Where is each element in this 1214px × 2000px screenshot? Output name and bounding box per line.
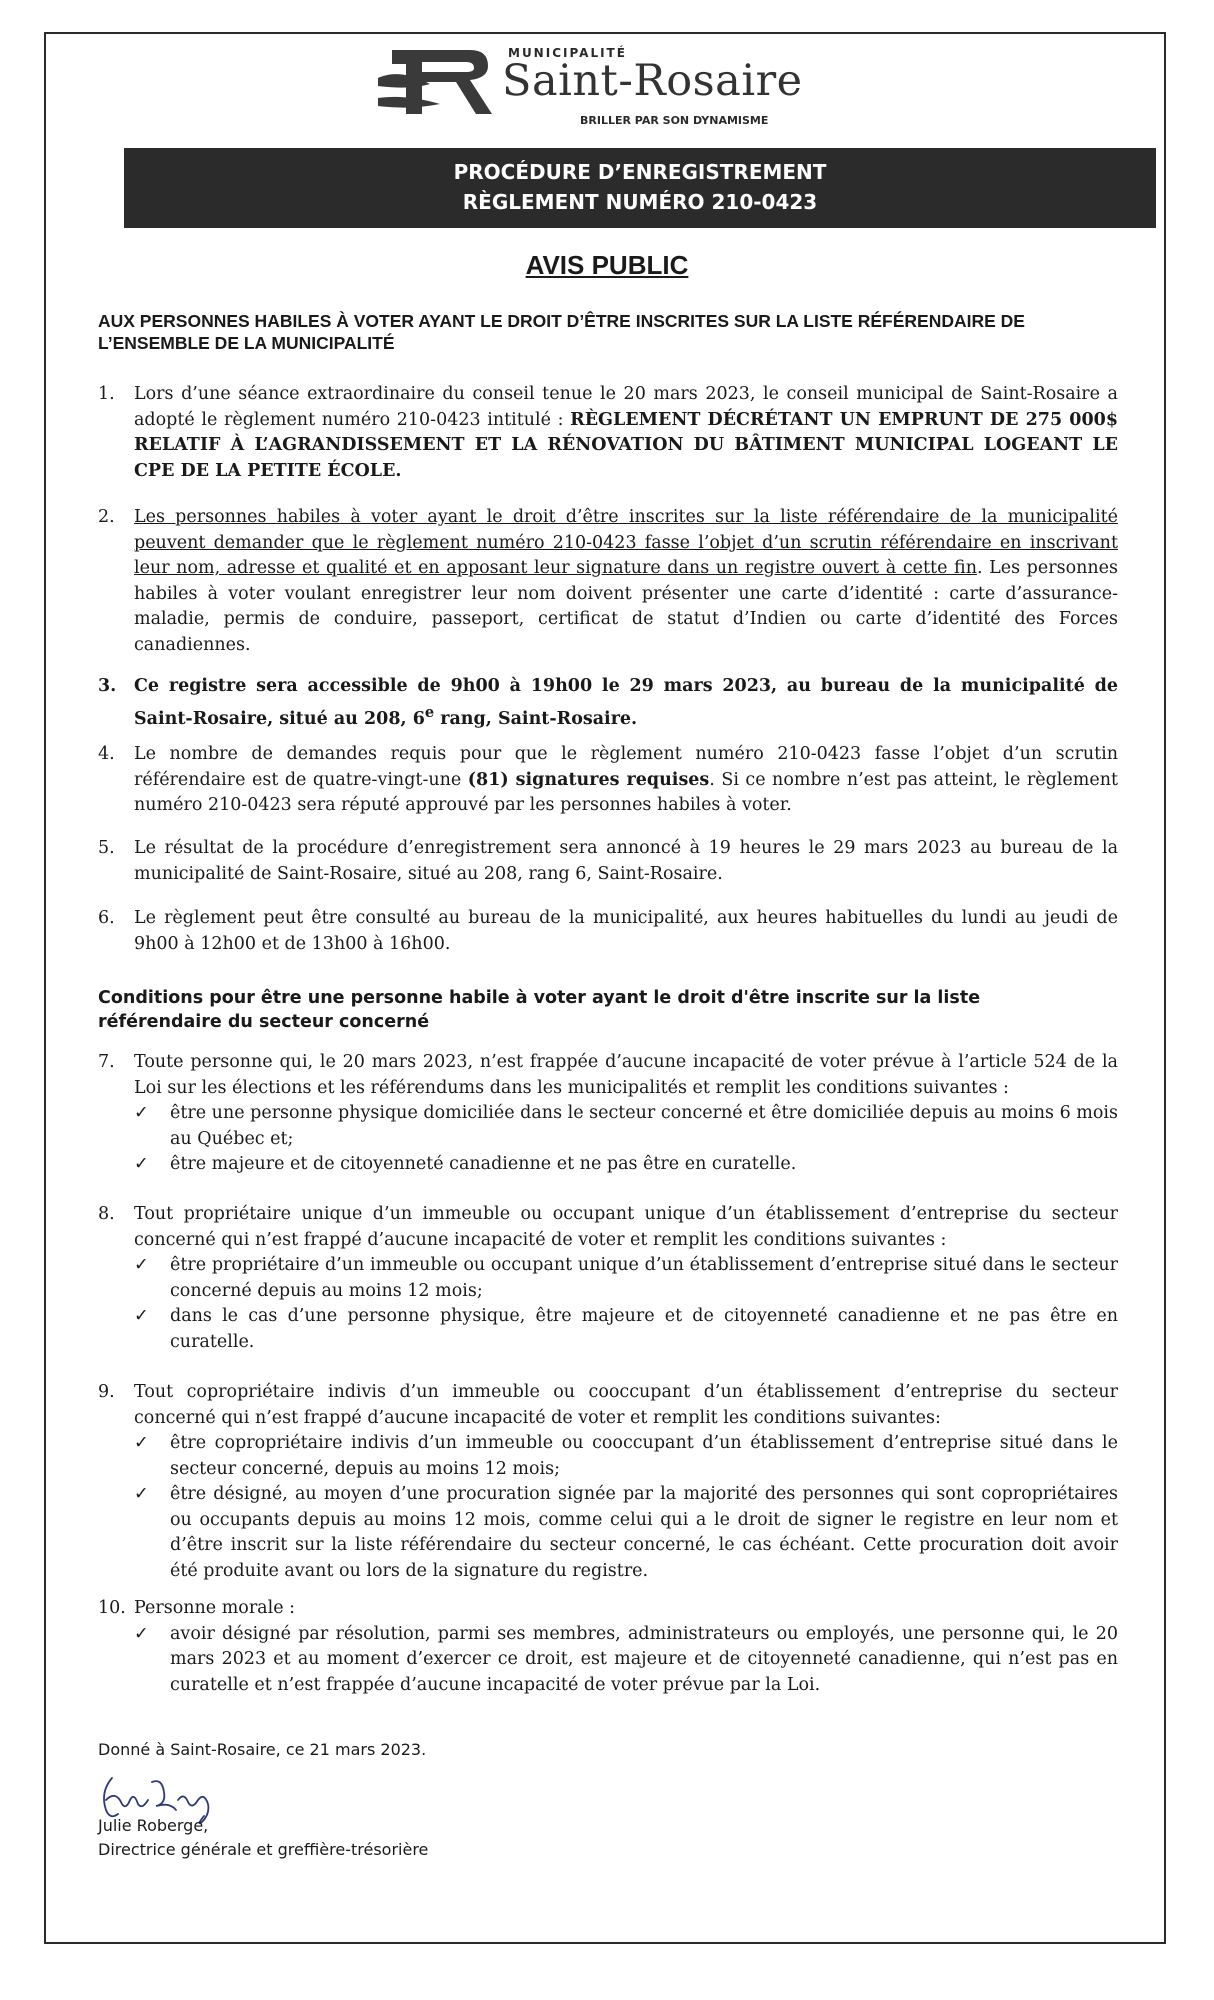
item-number: 9. — [98, 1382, 115, 1402]
checkmark-icon: ✓ — [134, 1306, 149, 1326]
bylaw-title: RÈGLEMENT DÉCRÉTANT UN EMPRUNT DE 275 000$ RELATIF À L’AGRANDISSEMENT ET LA RÉNOVATION DU BÂTIMENT MUNICIPAL LOGEANT LE CPE DE LA PETITE ÉCOLE. — [134, 409, 1118, 481]
item-text-end: rang, Saint-Rosaire. — [434, 708, 638, 729]
checkmark-icon: ✓ — [134, 1433, 149, 1453]
item-number: 2. — [98, 507, 115, 527]
checkmark-icon: ✓ — [134, 1255, 149, 1275]
condition-text: être désigné, au moyen d’une procuration signée par la majorité des personnes qui sont copropriétaires ou occupants depuis au moins 12 mois, comme celui qui a le droit de signer le registre en leur nom et d’être inscrit sur la liste référendaire du secteur concerné, le cas échéant. Cette procuration doit avoir été produite avant ou lors de la signature du registre. — [170, 1484, 1118, 1581]
condition-bullet — [134, 1152, 1118, 1178]
item-text: Le résultat de la procédure d’enregistrement sera annoncé à 19 heures le 29 mars 2023 au bureau de la municipalité de Saint-Rosaire, situé au 208, rang 6, Saint-Rosaire. — [134, 838, 1118, 884]
title-banner — [124, 148, 1156, 228]
list-item-9 — [98, 1380, 1118, 1584]
item-text: Personne morale : — [134, 1598, 296, 1618]
checkmark-icon: ✓ — [134, 1623, 149, 1644]
item-number: 3. — [98, 676, 117, 696]
item-number: 10. — [98, 1598, 126, 1618]
conditions-heading: Conditions pour être une personne habile à voter ayant le droit d'être inscrite sur la liste référendaire du secteur concerné — [98, 988, 981, 1032]
banner-line-2: RÈGLEMENT NUMÉRO 210-0423 — [462, 190, 818, 214]
list-item-8 — [98, 1202, 1118, 1355]
item-text: Lors d’une séance extraordinaire du conseil tenue le 20 mars 2023, le conseil municipal de Saint-Rosaire a adopté le règlement numéro 210-0423 intitulé : — [134, 384, 1118, 430]
checkmark-icon: ✓ — [134, 1484, 149, 1504]
item-text-underlined: Les personnes habiles à voter ayant le droit d’être inscrites sur la liste référendaire de la municipalité peuvent demander que le règlement numéro 210-0423 fasse l’objet d’un scrutin référendaire en inscrivant leur nom, adresse et qualité et en apposant leur signature dans un registre ouvert à cette fin — [134, 507, 1118, 578]
item-text: Tout copropriétaire indivis d’un immeuble ou cooccupant d’un établissement d’entreprise du secteur concerné qui n’est frappé d’aucune incapacité de voter et remplit les conditions suivantes: — [134, 1382, 1118, 1428]
item-text: Le règlement peut être consulté au bureau de la municipalité, aux heures habituelles du lundi au jeudi de 9h00 à 12h00 et de 13h00 à 16h00. — [134, 908, 1118, 954]
item-text: Ce registre sera accessible de 9h00 à 19h00 le 29 mars 2023, au bureau de la municipalité de Saint-Rosaire, situé au 208, 6 — [134, 676, 1118, 729]
condition-bullet — [134, 1304, 1118, 1355]
condition-bullet — [134, 1622, 1118, 1699]
condition-bullet — [134, 1101, 1118, 1152]
item-number: 7. — [98, 1052, 115, 1072]
banner-line-1: PROCÉDURE D’ENREGISTREMENT — [453, 160, 827, 184]
logo-municipality-label: MUNICIPALITÉ — [508, 46, 627, 60]
condition-text: avoir désigné par résolution, parmi ses membres, administrateurs ou employés, une personne qui, le 20 mars 2023 et au moment d’exercer ce droit, est majeure et de citoyenneté canadienne, qui n’est pas en curatelle et n’est frappée d’aucune incapacité de voter prévue par la Loi. — [170, 1623, 1118, 1695]
item-number: 1. — [98, 384, 115, 404]
item-text: Toute personne qui, le 20 mars 2023, n’est frappée d’aucune incapacité de voter prévue à l’article 524 de la Loi sur les élections et les référendums dans les municipalités et remplit les conditions suivantes : — [134, 1052, 1118, 1098]
signer-title: Directrice générale et greffière-trésorière — [98, 1840, 429, 1859]
list-item-5 — [98, 836, 1118, 887]
item-number: 4. — [98, 744, 115, 764]
condition-text: être majeure et de citoyenneté canadienne et ne pas être en curatelle. — [170, 1154, 797, 1174]
item-text: Le nombre de demandes requis pour que le règlement numéro 210-0423 fasse l’objet d’un scrutin référendaire est de quatre-vingt-une — [134, 744, 1118, 790]
item-text-end: . Si ce nombre n’est pas atteint, le règlement numéro 210-0423 sera réputé approuvé par les personnes habiles à voter. — [134, 769, 1119, 815]
list-item-10 — [98, 1596, 1118, 1698]
logo-slogan: BRILLER PAR SON DYNAMISME — [580, 114, 769, 127]
signatures-required: (81) signatures requises — [467, 769, 710, 790]
list-item-4 — [98, 742, 1118, 819]
checkmark-icon: ✓ — [134, 1103, 149, 1123]
item-text: . Les personnes habiles à voter voulant enregistrer leur nom doivent présenter une carte d’identité : carte d’assurance-maladie, permis de conduire, passeport, certificat de statut d’Indien ou carte d’identité des Forces canadiennes. — [134, 558, 1119, 655]
sr-monogram-icon — [370, 44, 500, 124]
given-at-line: Donné à Saint-Rosaire, ce 21 mars 2023. — [98, 1740, 427, 1759]
condition-text: être une personne physique domiciliée dans le secteur concerné et être domiciliée depuis au moins 6 mois au Québec et; — [170, 1103, 1118, 1149]
checkmark-icon: ✓ — [134, 1154, 149, 1174]
notice-audience: AUX PERSONNES HABILES À VOTER AYANT LE DROIT D’ÊTRE INSCRITES SUR LA LISTE RÉFÉRENDAIRE DE L’ENSEMBLE DE LA MUNICIPALITÉ — [98, 311, 1025, 353]
municipality-logo — [370, 44, 850, 130]
condition-text: être propriétaire d’un immeuble ou occupant unique d’un établissement d’entreprise situé dans le secteur concerné depuis au moins 12 mois; — [170, 1255, 1118, 1301]
condition-text: être copropriétaire indivis d’un immeuble ou cooccupant d’un établissement d’entreprise situé dans le secteur concerné, depuis au moins 12 mois; — [170, 1433, 1118, 1479]
item-number: 8. — [98, 1204, 115, 1224]
item-superscript: e — [424, 703, 435, 721]
item-text: Tout propriétaire unique d’un immeuble ou occupant unique d’un établissement d’entreprise du secteur concerné qui n’est frappé d’aucune incapacité de voter et remplit les conditions suivantes : — [134, 1204, 1118, 1250]
condition-bullet — [134, 1482, 1118, 1584]
notice-title: AVIS PUBLIC — [525, 250, 689, 280]
condition-text: dans le cas d’une personne physique, être majeure et de citoyenneté canadienne et ne pas être en curatelle. — [170, 1306, 1118, 1352]
list-item-1 — [98, 382, 1118, 484]
condition-bullet — [134, 1253, 1118, 1304]
condition-bullet — [134, 1431, 1118, 1482]
list-item-3 — [98, 674, 1118, 732]
logo-municipality-name: Saint-Rosaire — [502, 56, 803, 106]
item-number: 5. — [98, 838, 115, 858]
list-item-2 — [98, 505, 1118, 658]
list-item-7 — [98, 1050, 1118, 1178]
list-item-6 — [98, 906, 1118, 957]
signer-name: Julie Roberge, — [98, 1816, 209, 1835]
item-number: 6. — [98, 908, 115, 928]
